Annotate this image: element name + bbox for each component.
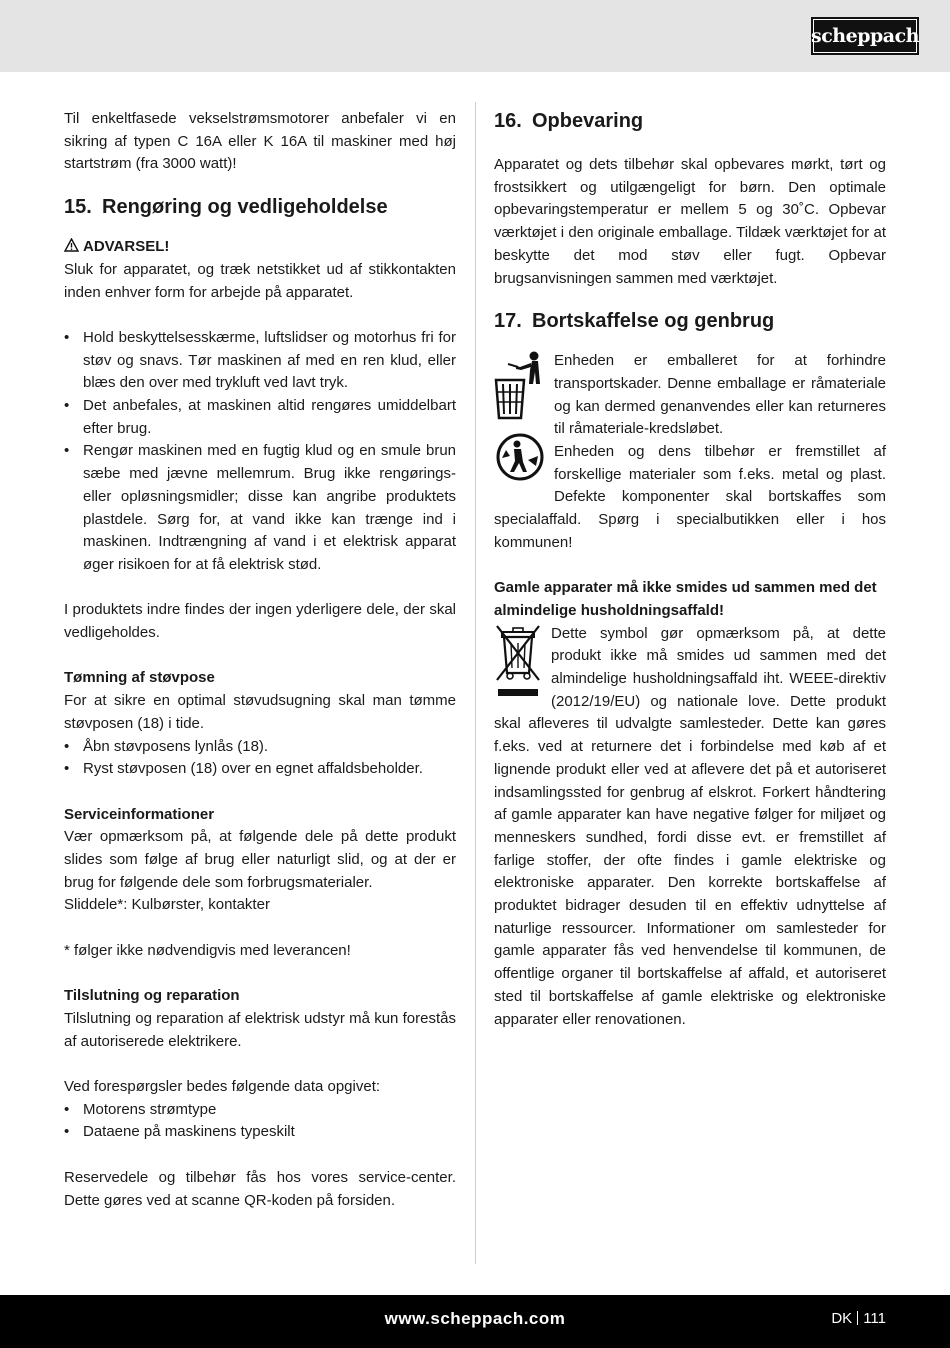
list-item: • Ryst støvposen (18) over en egnet affaldsbeholder.: [64, 758, 456, 781]
page-indicator: [831, 1310, 886, 1327]
packaging-text: Enheden er emballeret for at forhindre transportskader. Denne emballage er råmateriale og kan dermed genanvendes eller kan returneres til råmateriale-kredsløbet.: [554, 352, 886, 438]
inner-parts-text: I produktets indre findes der ingen yderligere dele, der skal vedligeholdes.: [64, 601, 456, 642]
list-item: • Det anbefales, at maskinen altid rengøres umiddelbart efter brug.: [64, 395, 456, 440]
list-item: • Hold beskyttelsesskærme, luftslidser og motorhus fri for støv og snavs. Tør maskinen af med en ren klud, eller blæs den over med trykluft ved lavt tryk.: [64, 327, 456, 395]
language-code: DK: [831, 1310, 853, 1327]
footer-bar: [0, 1295, 950, 1348]
list-item: • Rengør maskinen med en fugtig klud og en smule brun sæbe med jævne mellemrum. Brug ikke rengørings- eller opløsningsmidler; disse kan angribe produktets plastdele. Sørg for, at vand ikke kan trænge ind i maskinen. Indtrængning af vand i et elektrisk apparat øger risikoen for at få elektrisk stød.: [64, 440, 456, 576]
dust-heading: Tømning af støvpose: [64, 669, 215, 687]
right-column: [494, 108, 886, 1031]
connection-text: Tilslutning og reparation af elektrisk udstyr må kun forestås af autoriserede elektrikere.: [64, 1009, 456, 1050]
spare-parts-text: Reservedele og tilbehør fås hos vores service-center. Dette gøres ved at scanne QR-koden på forsiden.: [64, 1168, 456, 1209]
section-17-heading: 17. Bortskaffelse og genbrug: [494, 310, 775, 333]
list-item: • Dataene på maskinens typeskilt: [64, 1121, 456, 1144]
separator: [857, 1311, 858, 1325]
inquiry-list: [64, 1099, 456, 1144]
warning-heading: ADVARSEL!: [64, 236, 456, 259]
disposal-icons: [494, 350, 546, 489]
litter-bin-icon: [494, 350, 546, 420]
wear-parts: Sliddele*: Kulbørster, kontakter: [64, 896, 270, 914]
website-link[interactable]: www.scheppach.com: [384, 1309, 566, 1328]
list-item: • Åbn støvposens lynlås (18).: [64, 736, 456, 759]
logo-text: scheppach: [811, 25, 919, 47]
recycling-icon: [494, 432, 546, 482]
header-bar: [0, 0, 950, 72]
service-heading: Serviceinformationer: [64, 805, 215, 823]
section-16-heading: 16. Opbevaring: [494, 110, 644, 132]
crossed-out-bin-icon: [494, 623, 542, 701]
scheppach-logo: [811, 17, 919, 55]
intro-paragraph: Til enkeltfasede vekselstrømsmotorer anbefaler vi en sikring af typen C 16A eller K 16A til maskiner med høj startstrøm (fra 3000 watt)!: [64, 110, 456, 173]
weee-heading: Gamle apparater må ikke smides ud sammen med det almindelige husholdningsaffald!: [494, 579, 877, 619]
dust-text: For at sikre en optimal støvudsugning skal man tømme støvposen (18) i tide.: [64, 692, 456, 732]
column-divider: [475, 102, 476, 1264]
cleaning-list: [64, 327, 456, 577]
page-number: 111: [863, 1310, 886, 1327]
section-15-heading: 15. Rengøring og vedligeholdelse: [64, 196, 388, 219]
connection-heading: Tilslutning og reparation: [64, 987, 240, 1005]
inquiry-text: Ved forespørgsler bedes følgende data opgivet:: [64, 1078, 381, 1096]
storage-text: Apparatet og dets tilbehør skal opbevares mørkt, tørt og frostsikkert og utilgængeligt for børn. Den optimale opbevaringstemperatur er mellem 5 og 30˚C. Opbevar værktøjet i den originale emballage. Tildæk værktøjet for at beskytte det mod støv eller fugt. Opbevar brugsanvisningen sammen med værktøjet.: [494, 156, 886, 287]
list-item: • Motorens strømtype: [64, 1099, 456, 1122]
footnote: * følger ikke nødvendigvis med leverancen!: [64, 941, 351, 959]
warning-text: Sluk for apparatet, og træk netstikket ud af stikkontakten inden enhver form for arbejde på apparatet.: [64, 260, 456, 301]
service-text: Vær opmærksom på, at følgende dele på dette produkt slides som følge af brug eller naturligt slid, og at der er brug for følgende dele som forbrugsmaterialer.: [64, 828, 456, 891]
left-column: [64, 108, 456, 1212]
materials-text: Enheden og dens tilbehør er fremstillet af forskellige materialer som f.eks. metal og plast. Defekte komponenter skal bortskaffes som specialaffald. Spørg i specialbutikken eller i hos kommunen!: [494, 443, 886, 551]
warning-triangle-icon: [64, 238, 79, 252]
dust-list: [64, 736, 456, 781]
weee-text: Dette symbol gør opmærksom på, at dette produkt ikke må smides ud sammen med det almindelige husholdningsaffald iht. WEEE-direktiv (2012/19/EU) og nationale love. Dette produkt skal afleveres til udvalgte samlesteder. Dette kan gøres f.eks. ved at returnere det i forbindelse med køb af et lignende produkt eller ved at aflevere det på et autoriseret indsamlingssted for genbrug af elskrot. Forkert håndtering af gamle apparater kan have negative følger for miljøet og menneskers sundhed, fordi disse evt. er fremstillet af farlige stoffer, der ofte findes i gamle elektriske og elektroniske apparater. Den korrekte bortskaffelse af produktet bidrager desuden til en effektiv udnyttelse af naturlige ressourcer. Informationer om samlesteder for gamle apparater fås ved henvendelse til kommunen, de offentlige organer til bortskaffelse af affald, et autoriseret sted til bortskaffelse af gamle elektriske og elektroniske apparater eller renovationen.: [494, 624, 886, 1028]
